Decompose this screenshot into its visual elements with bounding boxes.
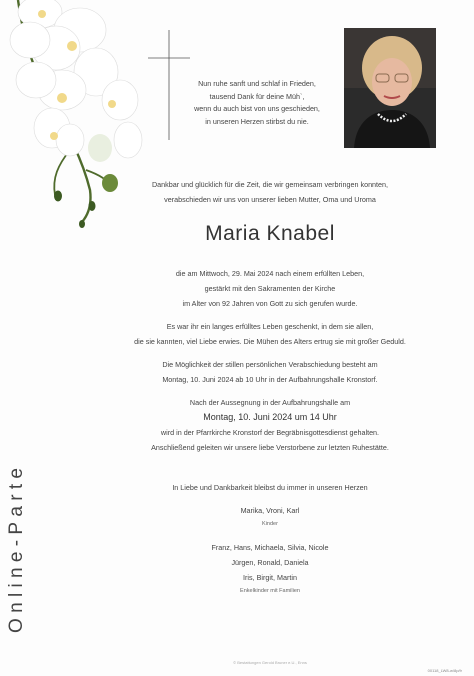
notice-line: gestärkt mit den Sakramenten der Kirche [204, 284, 336, 293]
life-line: Es war ihr ein langes erfülltes Leben geschenkt, in dem sie allen, [166, 322, 374, 331]
deceased-name: Maria Knabel [205, 222, 335, 245]
life-line: die sie kannten, viel Liebe erwies. Die Mühen des Alters ertrug sie mit großer Geduld. [134, 337, 406, 346]
farewell-text [100, 357, 440, 387]
poem-line: wenn du auch bist von uns geschieden, [194, 104, 320, 114]
farewell-line: Montag, 10. Juni 2024 ab 10 Uhr in der Aufbahrungshalle Kronstorf. [162, 375, 378, 384]
farewell-line: Die Möglichkeit der stillen persönlichen Verabschiedung besteht am [162, 360, 378, 369]
intro-line: Dankbar und glücklich für die Zeit, die wir gemeinsam verbringen konnten, [151, 180, 389, 189]
grandchildren-block [100, 540, 440, 597]
service-intro: Nach der Aussegnung in der Aufbahrungshalle am [189, 398, 351, 407]
grandchildren-line: Jürgen, Ronald, Daniela [231, 558, 309, 567]
children-label: Kinder [262, 521, 278, 527]
grandchildren-line: Iris, Birgit, Martin [243, 573, 297, 582]
service-text [100, 395, 440, 455]
vertical-label: Online-Parte [6, 462, 27, 633]
life-text [100, 319, 440, 349]
poem-line: Nun ruhe sanft und schlaf in Frieden, [198, 79, 316, 88]
poem [180, 78, 334, 128]
intro-text [100, 177, 440, 207]
death-notice [100, 266, 440, 311]
closing-text: In Liebe und Dankbarkeit bleibst du immer in unseren Herzen [172, 483, 368, 492]
service-date: Montag, 10. Juni 2024 um 14 Uhr [203, 412, 337, 422]
document-code: 00118_LW8-w/8p/fr [427, 668, 462, 673]
service-line: Anschließend geleiten wir unsere liebe Verstorbene zur letzten Ruhestätte. [151, 443, 389, 452]
notice-line: im Alter von 92 Jahren von Gott zu sich gerufen wurde. [182, 299, 358, 308]
poem-line: tausend Dank für deine Müh`, [209, 91, 305, 101]
grandchildren-line: Franz, Hans, Michaela, Silvia, Nicole [211, 543, 329, 552]
children-block [100, 503, 440, 530]
poem-line: in unseren Herzen stirbst du nie. [205, 116, 309, 126]
intro-line: verabschieden wir uns von unserer lieben Mutter, Oma und Uroma [164, 195, 376, 204]
portrait-photo [344, 28, 436, 148]
footer-copyright: © Bestattungen Gerold Bruner e.U., Enns [233, 660, 307, 665]
service-line: wird in der Pfarrkirche Kronstorf der Begräbnisgottesdienst gehalten. [160, 428, 380, 437]
grandchildren-label: Enkelkinder mit Familien [240, 588, 300, 594]
children-names: Marika, Vroni, Karl [240, 506, 300, 515]
notice-line: die am Mittwoch, 29. Mai 2024 nach einem erfüllten Leben, [175, 269, 365, 278]
